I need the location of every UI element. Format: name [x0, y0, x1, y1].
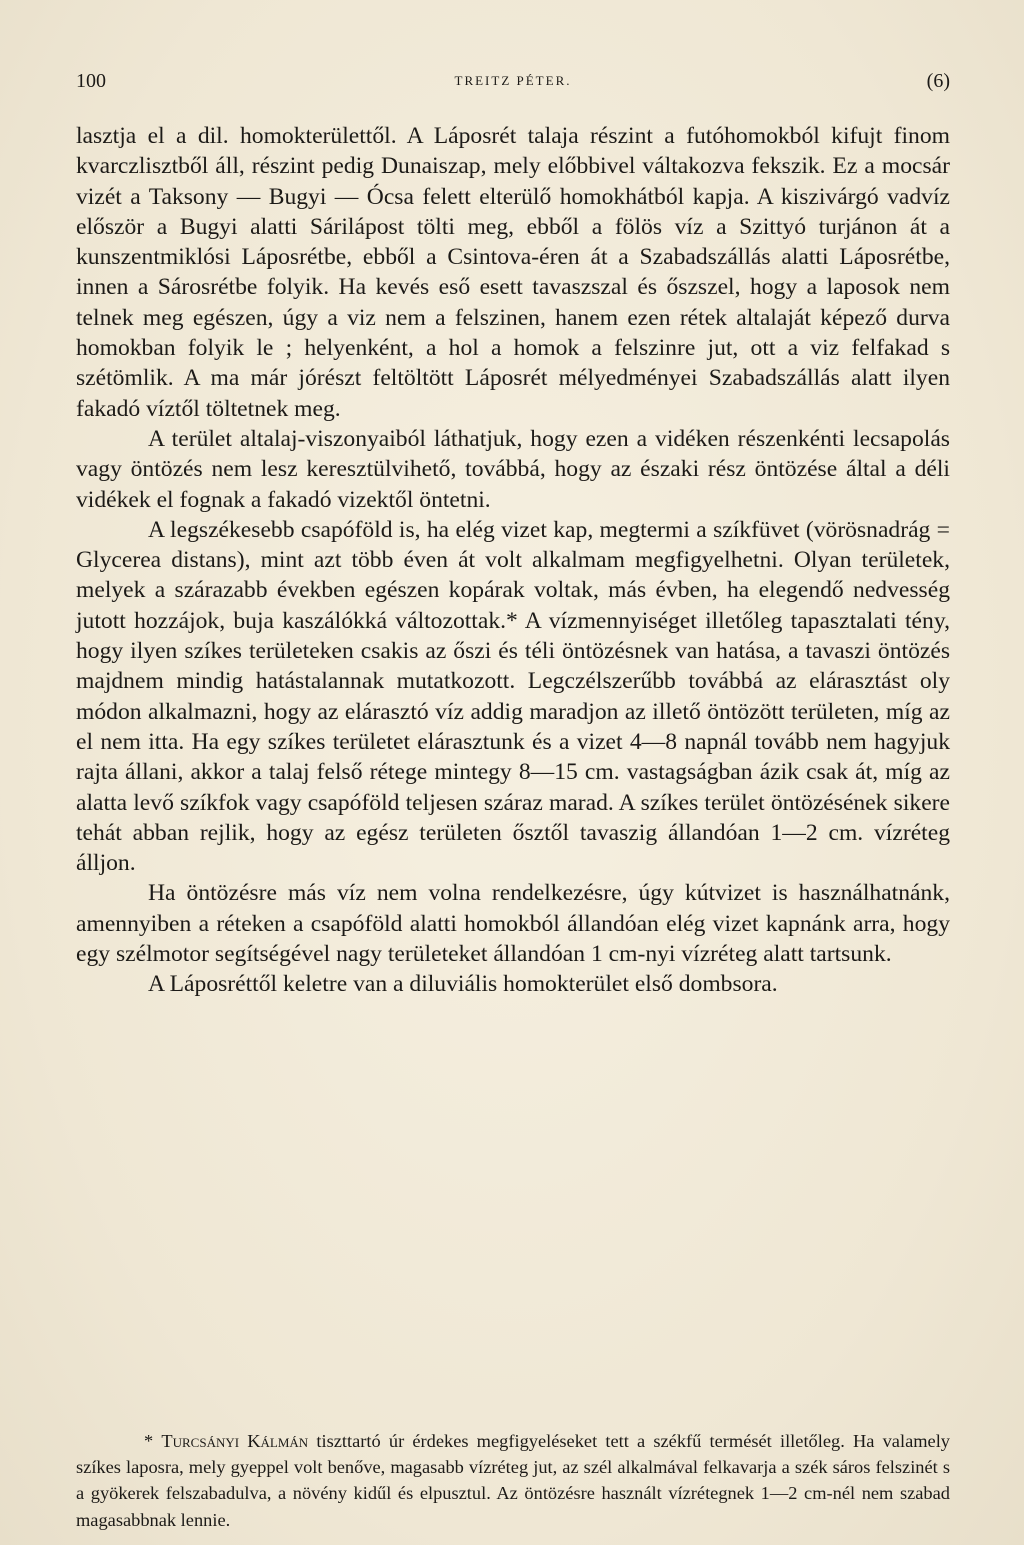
running-title: TREITZ PÉTER. — [454, 73, 572, 88]
footnote-body: tiszttartó úr érdekes megfigyeléseket tett a székfű termését illetőleg. Ha valamely szíkes laposra, mely gyeppel volt benőve, magasabb vízréteg jut, az szél alkalmával felkavarja a szék sáros felszinét s a gyökerek felszabadulva, a növény kidűl és elpusztul. Az öntözésre használt vízrétegnek 1—2 cm-nél nem szabad magasabbnak lennie. — [76, 1431, 950, 1530]
footnote-author: Turcsányi Kálmán — [161, 1431, 309, 1451]
paragraph: A terület altalaj-viszonyaiból láthatjuk, hogy ezen a vidéken részenkénti lecsapolás vagy öntözés nem lesz keresztülvihető, továbbá, hogy az északi rész öntözése által a déli vidékek el fognak a fakadó vizektől öntetni. — [76, 425, 950, 513]
paragraph: A Láposréttől keletre van a diluviális homokterület első dombsora. — [148, 971, 778, 998]
paragraph: lasztja el a dil. homokterülettől. A Láposrét talaja részint a futóhomokból kifujt finom kvarczlisztből áll, részint pedig Dunaiszap, mely előbbivel váltakozva fekszik. Ez a mocsár vizét a Taksony — Bugyi — Ócsa felett elterülő homokhátból kapja. A kiszivárgó vadvíz először a Bugyi alatti Sárilápost tölti meg, ebből a fölös víz a Szittyó turjánon át a kunszentmiklósi Láposrétbe, ebből a Csintova-éren át a Szabadszállás alatti Láposrétbe, innen a Sárosrétbe folyik. Ha kevés eső esett tavaszszal és őszszel, hogy a laposok nem telnek meg egészen, úgy a viz nem a felszinen, hanem ezen rétek altalaját képező durva homokban folyik le ; helyenként, a hol a homok a felszinre jut, ott a viz felfakad s szétömlik. A ma már jórészt feltöltött Láposrét mélyedményei Szabadszállás alatt ilyen fakadó víztől töltetnek meg. — [76, 123, 950, 422]
section-mark: (6) — [926, 70, 950, 92]
page-header — [76, 70, 950, 100]
body-text — [76, 121, 950, 1000]
footnote — [76, 1428, 950, 1533]
footnote-text — [76, 1428, 950, 1533]
paragraph: A legszékesebb csapóföld is, ha elég vizet kap, megtermi a szíkfüvet (vörösnadrág = Glycerea distans), mint azt több éven át volt alkalmam megfigyelhetni. Olyan területek, melyek a szárazabb években egészen kopárak voltak, más évben, ha elegendő nedvesség jutott hozzájok, buja kaszálókká változottak.* A vízmennyiséget illetőleg tapasztalati tény, hogy ilyen szíkes területeken csakis az őszi és téli öntözésnek van hatása, a tavaszi öntözés majdnem mindig hatástalannak mutatkozott. Legczélszerűbb továbbá az elárasztást oly módon alkalmazni, hogy az elárasztó víz addig maradjon az illető öntözött területen, míg az el nem itta. Ha egy szíkes területet elárasztunk és a vizet 4—8 napnál tovább nem hagyjuk rajta állani, akkor a talaj felső rétege mintegy 8—15 cm. vastagságban ázik csak át, míg az alatta levő szíkfok vagy csapóföld teljesen száraz marad. A szíkes terület öntözésének sikere tehát abban rejlik, hogy az egész területen ősztől tavaszig állandóan 1—2 cm. vízréteg álljon. — [76, 516, 950, 877]
page-number: 100 — [76, 70, 106, 92]
paragraph: Ha öntözésre más víz nem volna rendelkezésre, úgy kútvizet is használhatnánk, amennyiben a réteken a csapóföld alatti homokból állandóan elég vizet kapnánk arra, hogy egy szélmotor segítségével nagy területeket állandóan 1 cm-nyi vízréteg alatt tartsunk. — [76, 880, 950, 968]
footnote-marker: * — [144, 1431, 154, 1451]
